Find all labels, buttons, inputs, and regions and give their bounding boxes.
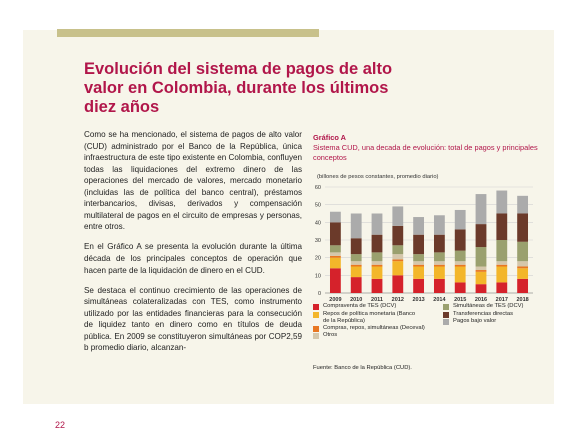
legend-item <box>313 325 428 332</box>
bar-segment <box>434 267 445 279</box>
bar-segment <box>517 242 528 261</box>
bar-segment <box>330 258 341 269</box>
bar-segment <box>517 214 528 242</box>
bar-segment <box>476 224 487 247</box>
legend-item <box>443 303 558 310</box>
legend-swatch <box>313 312 319 318</box>
legend-label: Repos de política monetaria (Banco de la República) <box>323 311 416 324</box>
x-tick-label: 2013 <box>412 297 425 302</box>
bar-segment <box>330 256 341 258</box>
bar-segment <box>434 261 445 265</box>
bar-segment <box>372 235 383 253</box>
legend-swatch <box>313 333 319 339</box>
y-tick-label: 50 <box>314 202 321 209</box>
bar-segment <box>476 194 487 224</box>
legend-item <box>443 311 558 318</box>
bar-segment <box>496 261 507 265</box>
bar-segment <box>413 254 424 261</box>
bar-segment <box>372 214 383 235</box>
x-tick-label: 2011 <box>371 297 383 302</box>
x-tick-label: 2010 <box>350 297 363 302</box>
bar-segment <box>517 267 528 269</box>
bar-segment <box>351 265 362 267</box>
page-number: 22 <box>55 420 66 430</box>
bar-segment <box>392 226 403 245</box>
bar-segment <box>413 279 424 293</box>
y-tick-label: 0 <box>317 291 321 297</box>
bar-segment <box>392 275 403 293</box>
bar-segment <box>330 222 341 245</box>
legend-label: Compras, repos, simultáneas (Deceval) <box>323 325 425 331</box>
legend-item <box>313 303 428 310</box>
bar-segment <box>351 238 362 254</box>
bar-segment <box>392 261 403 275</box>
bar-segment <box>434 252 445 261</box>
bar-segment <box>372 267 383 279</box>
x-tick-label: 2012 <box>391 297 404 302</box>
bar-segment <box>434 279 445 293</box>
figure-label: Gráfico A <box>313 133 346 142</box>
legend-item <box>443 318 558 325</box>
bar-segment <box>372 252 383 261</box>
y-tick-label: 60 <box>314 185 321 191</box>
bar-segment <box>351 267 362 278</box>
article-title: Evolución del sistema de pagos de alto valor en Colombia, durante los últimos diez años <box>84 60 393 116</box>
legend-label: Transferencias directas <box>453 311 514 317</box>
bar-segment <box>476 247 487 266</box>
bar-segment <box>517 196 528 214</box>
legend-label: Otros <box>323 332 338 338</box>
section-topbar <box>57 29 319 37</box>
legend-swatch <box>443 312 449 318</box>
legend-item <box>313 332 428 339</box>
y-tick-label: 10 <box>314 273 321 280</box>
bar-segment <box>351 277 362 293</box>
bar-segment <box>351 214 362 239</box>
stacked-bar-chart <box>303 180 548 302</box>
y-tick-label: 20 <box>314 255 321 262</box>
paragraph-3: Se destaca el continuo crecimiento de las operaciones de simultáneas colateralizadas con TES, como instrumento utilizado por las entidades financieras para la consecución de liquidez tanto en dinero como en títulos de deuda pública. En 2009 se constituyeron simultáneas por COP2,59 b promedio diario, alcanzan- <box>84 285 302 353</box>
bar-segment <box>455 282 466 293</box>
bar-segment <box>351 261 362 265</box>
legend-swatch <box>443 319 449 325</box>
figure-title: Sistema CUD, una decada de evolución: total de pagos y principales conceptos <box>313 143 538 162</box>
bar-segment <box>476 284 487 293</box>
x-tick-label: 2018 <box>516 297 529 302</box>
bar-segment <box>476 267 487 271</box>
bar-segment <box>330 252 341 256</box>
bar-segment <box>434 235 445 253</box>
figure-units: (billones de pesos constantes, promedio diario) <box>317 174 439 180</box>
bar-segment <box>476 272 487 284</box>
bar-segment <box>434 265 445 267</box>
article-body <box>84 129 302 362</box>
bar-segment <box>413 267 424 279</box>
bar-segment <box>372 279 383 293</box>
x-tick-label: 2015 <box>454 297 467 302</box>
bar-segment <box>330 212 341 223</box>
bar-segment <box>455 265 466 267</box>
bar-segment <box>455 261 466 265</box>
bar-segment <box>330 245 341 252</box>
x-tick-label: 2014 <box>433 297 446 302</box>
bar-segment <box>413 235 424 254</box>
x-tick-label: 2016 <box>474 297 488 302</box>
bar-segment <box>496 240 507 261</box>
bar-segment <box>392 245 403 254</box>
legend-swatch <box>313 326 319 332</box>
bar-segment <box>372 265 383 267</box>
legend-swatch <box>443 304 449 310</box>
bar-segment <box>517 268 528 279</box>
y-tick-label: 30 <box>314 238 321 244</box>
bar-segment <box>455 229 466 250</box>
bar-segment <box>351 254 362 261</box>
legend-label: Compraventa de TES (DCV) <box>323 303 397 309</box>
bar-segment <box>517 279 528 293</box>
bar-segment <box>455 251 466 262</box>
bar-segment <box>413 261 424 265</box>
bar-segment <box>413 265 424 267</box>
bar-segment <box>496 214 507 241</box>
bar-segment <box>392 206 403 225</box>
legend-label: Simultáneas de TES (DCV) <box>453 303 524 309</box>
bar-segment <box>496 191 507 214</box>
bar-segment <box>330 268 341 293</box>
legend-item <box>313 311 418 325</box>
bar-segment <box>455 210 466 229</box>
legend-label: Pagos bajo valor <box>453 318 497 324</box>
x-tick-label: 2017 <box>495 297 508 302</box>
bar-segment <box>496 282 507 293</box>
bar-segment <box>517 261 528 266</box>
bar-segment <box>392 259 403 261</box>
figure-source: Fuente: Banco de la República (CUD). <box>313 365 412 371</box>
bar-segment <box>496 267 507 283</box>
bar-segment <box>496 265 507 267</box>
legend-swatch <box>313 304 319 310</box>
bar-segment <box>413 217 424 235</box>
y-tick-label: 40 <box>314 220 321 227</box>
x-tick-label: 2009 <box>329 297 342 302</box>
bar-segment <box>434 215 445 234</box>
paragraph-2: En el Gráfico A se presenta la evolución durante la última década de los principales conceptos de operación que hacen parte de la liquidación de dinero en el CUD. <box>84 242 302 275</box>
paragraph-1: Como se ha mencionado, el sistema de pagos de alto valor (CUD) administrado por el Banco de la República, única infraestructura de este tipo existente en Colombia, confluyen todas las liquidaciones del extremo dinero de las operaciones del mercado de valores, mercado monetario (incluidas las de política del banco central), préstamos interbancarios, divisas, derivados y compensación multilateral de pagos en el circuito de empresas y personas, entre otros. <box>84 130 302 232</box>
bar-segment <box>372 261 383 265</box>
bar-segment <box>476 270 487 272</box>
bar-segment <box>455 267 466 283</box>
bar-segment <box>392 254 403 259</box>
